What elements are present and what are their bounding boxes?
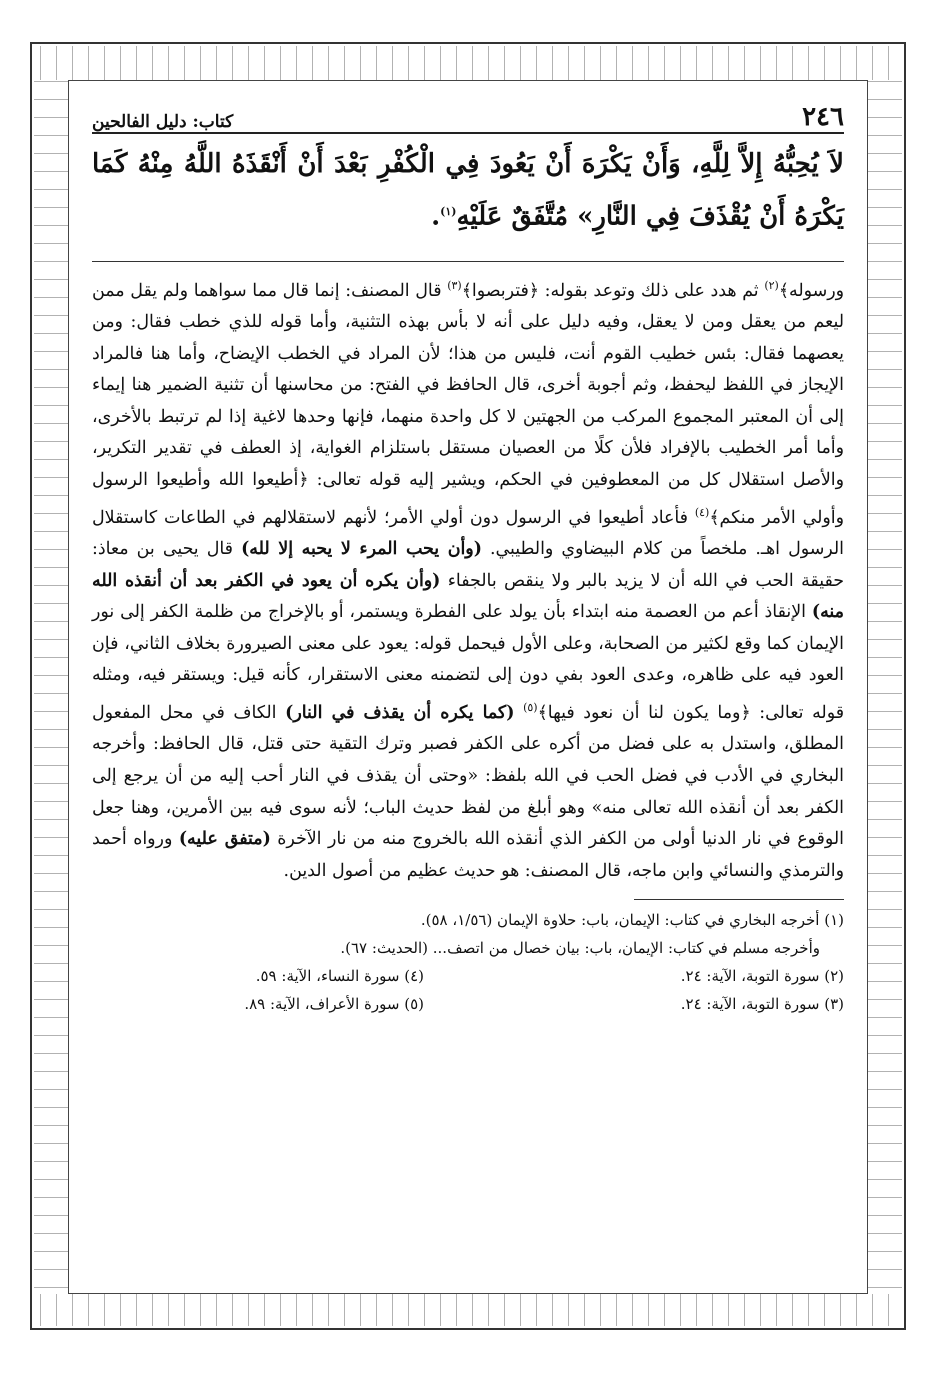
commentary-text — [514, 703, 523, 723]
commentary-text: الكاف في محل المفعول المطلق، واستدل به على فضل من أكره على الكفر فصبر وترك التقية حتى قتل، قال الحافظ: وأخرجه البخاري في الأدب في فضل الحب في الله بلفظ: «وحتى أن يقذف في النار أحب إليه من أن يرجع إلى الكفر بعد أن أنقذه الله تعالى منه» وهو أبلغ من لفظ حديث الباب؛ لأنه سوى فيه بين الأمرين، وهنا جعل الوقوع في نار الدنيا أولى من الكفر الذي أنقذه الله بالخروج منه من نار الآخرة — [92, 702, 844, 850]
hadith-text — [92, 140, 844, 241]
page-number: ٢٤٦ — [802, 102, 844, 132]
hadith-quote: (متفق عليه) — [178, 829, 271, 850]
hadith-end: . — [431, 201, 441, 232]
hadith-body: لاَ يُحِبُّهُ إِلاَّ لِلَّهِ، وَأَنْ يَكْرَهَ أَنْ يَعُودَ فِي الْكُفْرِ بَعْدَ أَنْ أَنْقَذَهُ اللَّهُ مِنْهُ كَمَا يَكْرَهُ أَنْ يُقْذَفَ فِي النَّارِ» مُتَّفَقٌ عَلَيْهِ — [92, 149, 844, 232]
footnote-row — [92, 962, 844, 990]
footnote-1: (١) أخرجه البخاري في كتاب: الإيمان، باب: حلاوة الإيمان (١/٥٦، ٥٨). — [420, 911, 844, 930]
hadith-quote: (وأن يكره أن يعود في الكفر بعد أن أنقذه الله منه) — [92, 570, 844, 623]
hadith-quote: (كما يكره أن يقذف في النار) — [285, 702, 515, 723]
ornament-border-bottom — [34, 1294, 902, 1326]
footnote-row — [92, 990, 844, 1018]
footnote-4: (٤) سورة النساء، الآية: ٥٩. — [255, 967, 424, 986]
commentary-text: ورواه أحمد والترمذي والنسائي وابن ماجه، قال المصنف: هو حديث عظيم من أصول الدين. — [92, 829, 844, 881]
book-title: كتاب: دليل الفالحين — [92, 112, 234, 132]
footnote-ref: (٥) — [523, 700, 538, 714]
commentary-text: ورسوله﴾ — [778, 280, 844, 301]
footnote-1-continued: وأخرجه مسلم في كتاب: الإيمان، باب: بيان خصال من اتصف... (الحديث: ٦٧). — [340, 939, 820, 958]
ornament-border-right — [868, 80, 902, 1294]
commentary-text: فأعاد أطيعوا في الرسول دون أولي الأمر؛ لأنهم لاستقلالهم في الطاعات كاستقلال الرسول اهـ. ملخصاً من كلام البيضاوي والطيبي. — [92, 507, 844, 559]
footnote-ref: (٣) — [447, 278, 462, 292]
footnote-2: (٢) سورة التوبة، الآية: ٢٤. — [680, 967, 844, 986]
commentary-text: الإنقاذ أعم من العصمة منه ابتداء بأن يولد على الفطرة ويستمر، أو بالإخراج من ظلمة الكفر إلى نور الإيمان كما وقع لكثير من الصحابة، وعلى الأول فيحمل قوله: يعود على معنى الصيرورة بخلاف الثاني، فإن العود فيه على ظاهره، وعدى العود بفي دون إلى لتضمنه معنى الاستقرار، كأنه قيل: ويستقر فيه، ومثله قوله تعالى: ﴿وما يكون لنا أن نعود فيها﴾ — [92, 602, 845, 723]
footnote-ref: (٤) — [694, 505, 710, 519]
commentary-text: ثم هدد على ذلك وتوعد بقوله: ﴿فتربصوا﴾ — [461, 280, 765, 301]
commentary-paragraph — [92, 270, 844, 888]
footnote-ref: (١) — [440, 205, 457, 218]
page-content — [92, 92, 844, 1018]
text-divider — [92, 261, 844, 262]
footnote-ref: (٢) — [764, 278, 779, 292]
footnote-3: (٣) سورة التوبة، الآية: ٢٤. — [680, 995, 844, 1014]
footnote-5: (٥) سورة الأعراف، الآية: ٨٩. — [244, 995, 424, 1014]
commentary-text: قال المصنف: إنما قال مما سواهما ولم يقل ممن ليعم من يعقل ومن لا يعقل، وفيه دليل على أنه لا بأس بهذه التثنية، وأما قوله للذي خطب فقال: ومن يعصهما فقال: بئس خطيب القوم أنت، فليس من هذا؛ لأن المراد في الخطب الإيضاح، وأما هنا فالمراد الإيجاز في اللفظ ليحفظ، وثم أجوبة أخرى، قال الحافظ في الفتح: من محاسنها أن تثنية الضمير هنا إيماء إلى أن المعتبر المجموع المركب من الجهتين لا كل واحدة منهما، فإنها وحدها لاغية إذا لم ترتبط بالأخرى، وأما أمر الخطيب بالإفراد فلأن كلًا من العصيان مستقل باستلزام الغواية، إذ العطف في تقدير التكرير، والأصل استقلال كل من المعطوفين في الحكم، ويشير إليه قوله تعالى: ﴿أطيعوا الله وأطيعوا الرسول وأولي الأمر منكم﴾ — [92, 280, 844, 528]
page-header — [92, 92, 844, 134]
commentary-text: قال يحيى بن معاذ: حقيقة الحب في الله أن لا يزيد بالبر ولا ينقص بالجفاء — [92, 539, 845, 591]
ornament-border-top — [34, 46, 902, 80]
footnotes — [92, 906, 844, 1018]
hadith-quote: (وأن يحب المرء لا يحبه إلا لله) — [241, 539, 482, 559]
footnote-rule — [634, 899, 844, 900]
ornament-border-left — [34, 80, 68, 1294]
